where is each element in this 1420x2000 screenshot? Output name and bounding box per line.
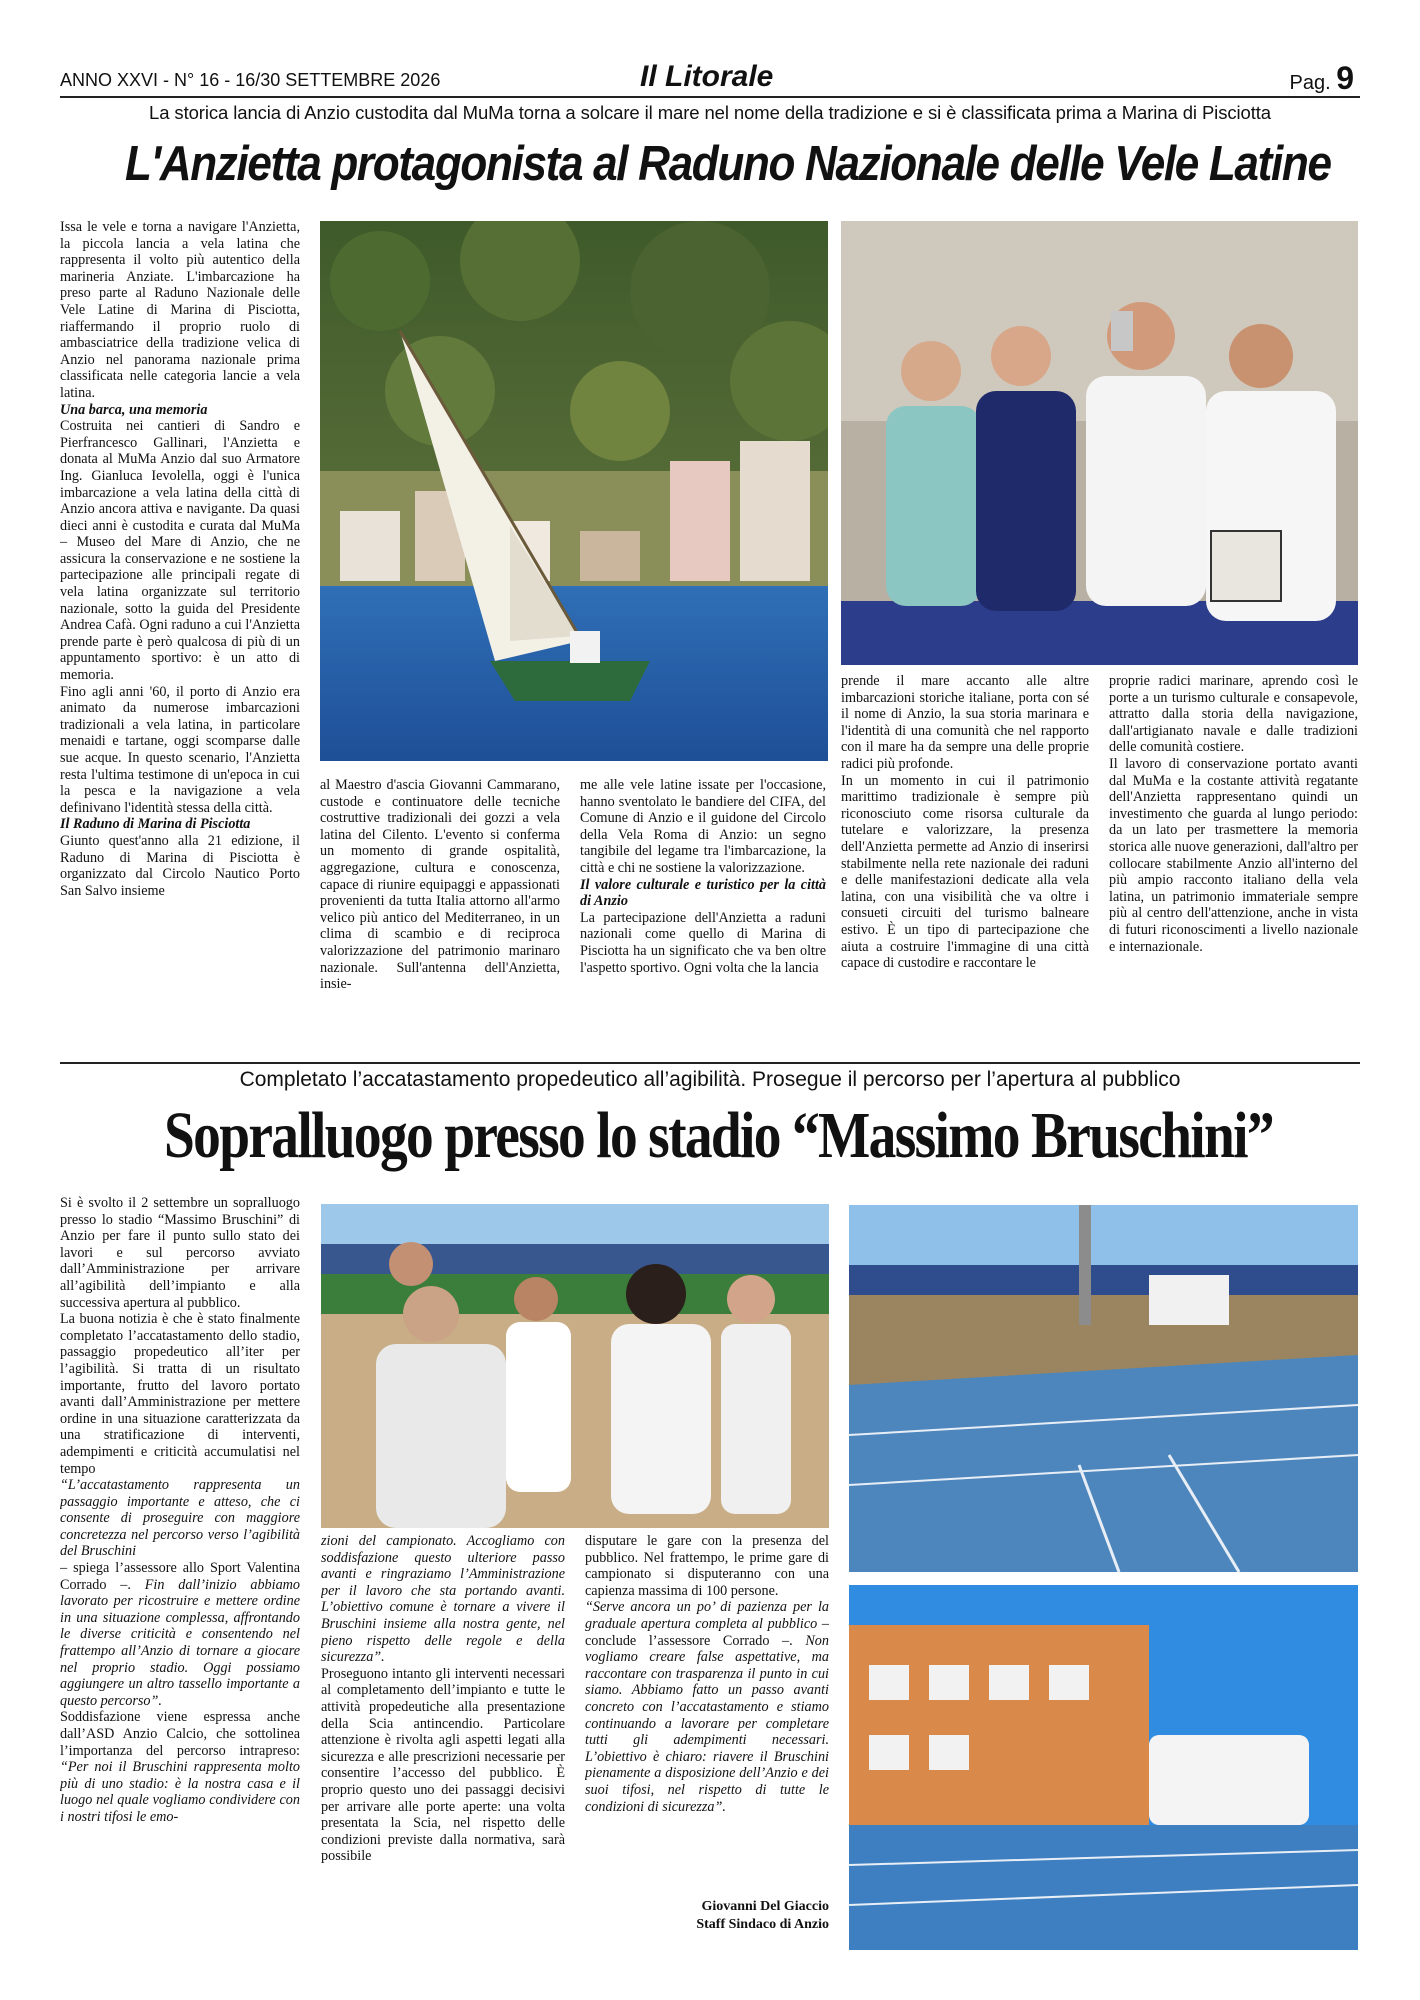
page-number-value: 9 <box>1336 60 1354 96</box>
article2-kicker: Completato l’accatastamento propedeutico all’agibilità. Prosegue il percorso per l’apertura al pubblico <box>239 1068 1181 1091</box>
article1-kicker: La storica lancia di Anzio custodita dal MuMa torna a solcare il mare nel nome della tradizione e si è classificata prima a Marina di Pisciotta <box>149 102 1271 123</box>
issue-info: ANNO XXVI - N° 16 - 16/30 SETTEMBRE 2026 <box>60 70 441 90</box>
article2-paragraph <box>60 1709 300 1825</box>
header-rule <box>60 96 1360 98</box>
stadium-building-photo <box>849 1585 1358 1950</box>
article1-column-1 <box>60 219 300 1059</box>
article2-paragraph: Si è svolto il 2 settembre un sopralluogo presso lo stadio “Massimo Bruschini” di Anzio per fare il punto sullo stato dei lavori e sul percorso avviato dall’Amministrazione per arrivare all’agibilità dell’impianto e alla successiva apertura al pubblico. <box>60 1195 300 1311</box>
article1-paragraph: Fino agli anni '60, il porto di Anzio era animato da numerose imbarcazioni tradizionali a vela latina, in particolare menaidi e tartane, oggi scomparse dalle sue acque. In questo scenario, l'Anzietta resta l'ultima testimone di un'epoca in cui la pesca e la navigazione a vela definivano l'identità stessa della città. <box>60 683 300 816</box>
signature-name: Giovanni Del Giaccio <box>701 1899 829 1914</box>
article2-paragraph <box>60 1560 300 1709</box>
article1-column-3 <box>580 777 826 1057</box>
article1-paragraph: Costruita nei cantieri di Sandro e Pierfrancesco Gallinari, l'Anzietta e donata al MuMa Anzio dal suo Armatore Ing. Gianluca Ievolella, oggi è l'unica imbarcazione a vela latina della città di Anzio ancora attiva e navigante. Da quasi dieci anni è custodita e curata dal MuMa – Museo del Mare di Anzio, che ne assicura la conservazione e ne sostiene la partecipazione alle principali regate di vela latina organizzate sul territorio nazionale, sotto la guida del Presidente Andrea Cafà. Ogni raduno a cui l'Anzietta prende parte è però qualcosa di più di un appuntamento sportivo: è un atto di memoria. <box>60 418 300 684</box>
article1-column-2 <box>320 777 560 1057</box>
article1-column-5 <box>1109 673 1358 1057</box>
article2-column-1 <box>60 1195 300 1955</box>
article-separator <box>60 1062 1360 1064</box>
article2-quote: zioni del campionato. Accogliamo con soddisfazione questo ulteriore passo avanti e ringraziamo l’Amministrazione per il lavoro che sta portando avanti. L’obiettivo comune è tornare a vivere il Bruschini insieme alla nostra gente, nel pieno rispetto delle regole e della sicurezza”. <box>321 1533 565 1666</box>
article2-column-2 <box>321 1533 565 1953</box>
page-number <box>1289 60 1354 97</box>
article1-paragraph: prende il mare accanto alle altre imbarcazioni storiche italiane, porta con sé il nome di Anzio, la sua storia marinara e l'identità di una comunità che nel rapporto con il mare ha da sempre una delle proprie radici più profonde. <box>841 673 1089 772</box>
article2-paragraph: disputare le gare con la presenza del pubblico. Nel frattempo, le prime gare di campionato si disputeranno con una capienza massima di 100 persone. <box>585 1533 829 1599</box>
article1-subheading: Il Raduno di Marina di Pisciotta <box>60 816 251 833</box>
article1-subheading: Una barca, una memoria <box>60 401 208 418</box>
page-label: Pag. <box>1289 72 1331 94</box>
article2-paragraph: Proseguono intanto gli interventi necessari al completamento dell’impianto e tutte le attività propedeutiche alla presentazione della Scia antincendio. Particolare attenzione è rivolta agli aspetti legati alla sicurezza e alle prescrizioni necessarie per consentire l’accesso del pubblico. È proprio questo uno dei passaggi decisivi per arrivare alle porte aperte: una volta presentata la Scia, nel rispetto delle condizioni previste dalla normativa, sarà possibile <box>321 1665 565 1865</box>
article1-paragraph: In un momento in cui il patrimonio marittimo tradizionale è sempre più riconosciuto come risorsa culturale da tutelare e valorizzare, la presenza dell'Anzietta permette ad Anzio di inserirsi stabilmente nella rete nazionale dei raduni e delle manifestazioni dedicate alla vela latina, con una visibilità che va oltre i consueti circuiti del turismo balneare estivo. È un tipo di partecipazione che aiuta a costruire l'immagine di una città capace di custodire e raccontare le <box>841 772 1089 972</box>
article2-quote: Fin dall’inizio abbiamo lavorato per ricostruire e mettere ordine in una situazione complessa, affrontando le diverse criticità e consentendo nel frattempo all’Anzio di tornare a giocare nel proprio stadio. Oggi possiamo aggiungere un altro tassello importante a questo percorso”. <box>60 1576 300 1709</box>
article1-paragraph: La partecipazione dell'Anzietta a raduni nazionali come quello di Marina di Pisciotta ha un significato che va ben oltre l'aspetto sportivo. Ogni volta che la lancia <box>580 909 826 976</box>
article1-subheading: Il valore culturale e turistico per la città di Anzio <box>580 876 826 910</box>
article2-attribution: – conclude l’assessore Corrado –. <box>585 1615 829 1649</box>
stadium-inspection-photo <box>321 1204 829 1528</box>
article2-attribution: Soddisfazione viene espressa anche dall’ASD Anzio Calcio, che sottolinea l’importanza del percorso intrapreso: <box>60 1709 300 1759</box>
article1-column-4 <box>841 673 1089 1057</box>
article2-quote: “L’accatastamento rappresenta un passaggio importante e atteso, che ci consente di proseguire con maggiore concretezza nel percorso verso l’agibilità del Bruschini <box>60 1477 300 1560</box>
article2-paragraph: La buona notizia è che è stato finalmente completato l’accatastamento dello stadio, passaggio propedeutico all’iter per l’agibilità. Si tratta di un risultato importante, frutto del lavoro portato avanti dall’Amministrazione per mettere ordine in una situazione caratterizzata da una stratificazione di interventi, adempimenti e criticità accumulatisi nel tempo <box>60 1311 300 1477</box>
article2-column-3 <box>585 1533 829 1845</box>
article1-paragraph: Giunto quest'anno alla 21 edizione, il Raduno di Marina di Pisciotta è organizzato dal Circolo Nautico Porto San Salvo insieme <box>60 832 300 899</box>
article2-quote: “Serve ancora un po’ di pazienza per la graduale apertura completa al pubblico <box>585 1599 829 1632</box>
masthead: Il Litorale <box>640 60 774 93</box>
article1-paragraph: proprie radici marinare, aprendo così le porte a un turismo culturale e consapevole, attratto dalla storia della navigazione, dall'artigianato navale e dalle tradizioni delle comunità costiere. <box>1109 673 1358 756</box>
article2-quote: “Per noi il Bruschini rappresenta molto più di uno stadio: è la nostra casa e il luogo nel quale vogliamo condividere con i nostri tifosi le emo- <box>60 1759 300 1825</box>
article2-headline: Sopralluogo presso lo stadio “Massimo Bruschini” <box>164 1099 1273 1172</box>
article2-attribution: – spiega l’assessore allo Sport Valentina Corrado –. <box>60 1560 300 1593</box>
article1-paragraph: me alle vele latine issate per l'occasione, hanno sventolato le bandiere del CIFA, del Comune di Anzio e il guidone del Circolo della Vela Roma di Anzio: un segno tangibile del legame tra l'imbarcazione, la città e chi ne sostiene la valorizzazione. <box>580 777 826 876</box>
article1-paragraph: Il lavoro di conservazione portato avanti dal MuMa e la costante attività regatante dell'Anzietta rappresentano quindi un investimento che guarda al lungo periodo: da un lato per trasmettere la memoria storica alle nuove generazioni, dall'altro per collocare stabilmente Anzio all'interno del più ampio racconto italiano della vela latina, un patrimonio immateriale sempre più al centro dell'attenzione, anche in vista di futuri riconoscimenti a livello nazionale e internazionale. <box>1109 755 1358 955</box>
article2-signature <box>585 1898 829 1934</box>
article2-paragraph <box>585 1599 829 1815</box>
track-works-photo <box>849 1205 1358 1572</box>
article2-quote: Non vogliamo creare false aspettative, ma raccontare con trasparenza il punto in cui siamo. Abbiamo fatto un passo avanti concreto con l’accatastamento e stiamo continuando a lavorare per completare tutti gli adempimenti necessari. L’obiettivo è chiaro: riavere il Bruschini pienamente a disposizione dell’Anzio e dei suoi tifosi, nel rispetto di tutte le condizioni di sicurezza”. <box>585 1632 829 1815</box>
sailboat-photo <box>320 221 828 761</box>
crew-award-photo <box>841 221 1358 665</box>
signature-role: Staff Sindaco di Anzio <box>696 1917 829 1932</box>
article1-paragraph: Issa le vele e torna a navigare l'Anzietta, la piccola lancia a vela latina che rappresenta il volto più autentico della marineria Anziate. L'imbarcazione ha preso parte al Raduno Nazionale delle Vele Latine di Marina di Pisciotta, riaffermando il proprio ruolo di ambasciatrice della tradizione velica di Anzio nel panorama nazionale prima classificata nelle categoria lancie a vela latina. <box>60 219 300 401</box>
article1-paragraph: al Maestro d'ascia Giovanni Cammarano, custode e continuatore delle tecniche costruttive tradizionali dei gozzi a vela latina del Cilento. L'evento si conferma un momento di grande ospitalità, aggregazione, cultura e conoscenza, capace di riunire equipaggi e appassionati provenienti da tutta Italia attorno all'armo velico più antico del Mediterraneo, in un clima di scambio e di reciproca valorizzazione del patrimonio marinaro nazionale. Sull'antenna dell'Anzietta, insie- <box>320 777 560 993</box>
article1-headline: L'Anzietta protagonista al Raduno Nazionale delle Vele Latine <box>125 137 1331 191</box>
